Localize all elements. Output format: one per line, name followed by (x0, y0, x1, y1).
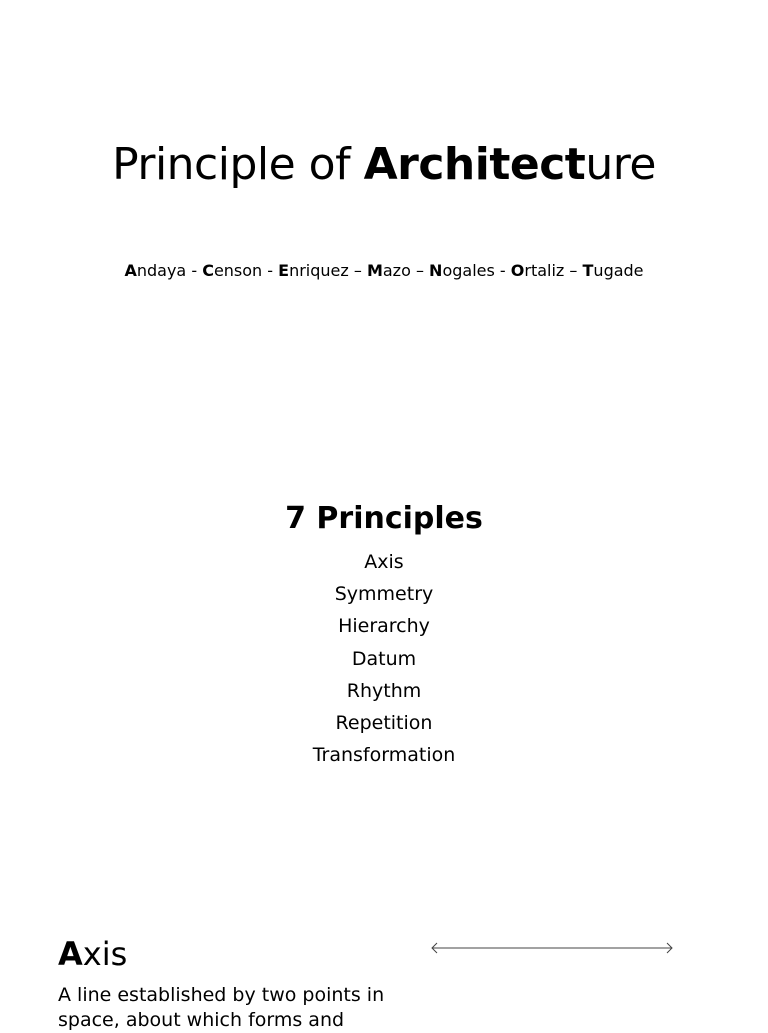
title-bold-part: Architect (363, 139, 586, 191)
author-name (202, 261, 262, 280)
authors-line (0, 261, 768, 280)
author-name (367, 261, 411, 280)
axis-definition: A line established by two points in space, about which forms and (58, 984, 385, 1031)
principle-item: Axis (364, 551, 404, 573)
principle-item: Datum (351, 647, 417, 670)
axis-arrow-diagram (428, 938, 676, 958)
author-rest: ugade (593, 261, 644, 280)
author-initial: T (582, 261, 594, 280)
author-separator: – (564, 261, 583, 280)
author-rest: ogales (442, 261, 495, 280)
principle-item: Repetition (335, 712, 433, 735)
author-initial: N (429, 261, 443, 280)
principle-item: Symmetry (334, 583, 434, 606)
axis-section-heading (58, 935, 127, 973)
author-separator: – (410, 261, 430, 280)
title-regular-part: Principle of (112, 139, 364, 191)
title-regular-letter: u (585, 139, 613, 191)
author-rest: enson (213, 261, 263, 280)
principle-item: Hierarchy (338, 615, 430, 638)
author-initial: C (202, 261, 214, 280)
author-rest: rtaliz (524, 261, 565, 280)
document-title (0, 139, 768, 190)
author-rest: ndaya (136, 261, 187, 280)
axis-heading-initial: A (58, 934, 83, 973)
author-initial: O (510, 261, 525, 280)
author-initial: E (278, 261, 290, 280)
title-regular-ending: re (612, 139, 656, 191)
principles-heading: 7 Principles (285, 500, 483, 536)
axis-heading-rest: xis (82, 934, 128, 973)
author-initial: M (366, 261, 383, 280)
author-rest: azo (382, 261, 411, 280)
author-rest: nriquez (289, 261, 349, 280)
author-name (511, 261, 565, 280)
author-separator: – (348, 261, 367, 280)
author-name (429, 261, 495, 280)
principle-item: Transformation (312, 744, 456, 767)
author-name (124, 261, 186, 280)
principles-list (0, 546, 768, 771)
author-name (583, 261, 644, 280)
author-separator: - (186, 261, 203, 280)
author-separator: - (262, 261, 279, 280)
author-name (278, 261, 349, 280)
principle-item: Rhythm (346, 679, 422, 702)
author-separator: - (494, 261, 511, 280)
author-initial: A (124, 261, 137, 280)
